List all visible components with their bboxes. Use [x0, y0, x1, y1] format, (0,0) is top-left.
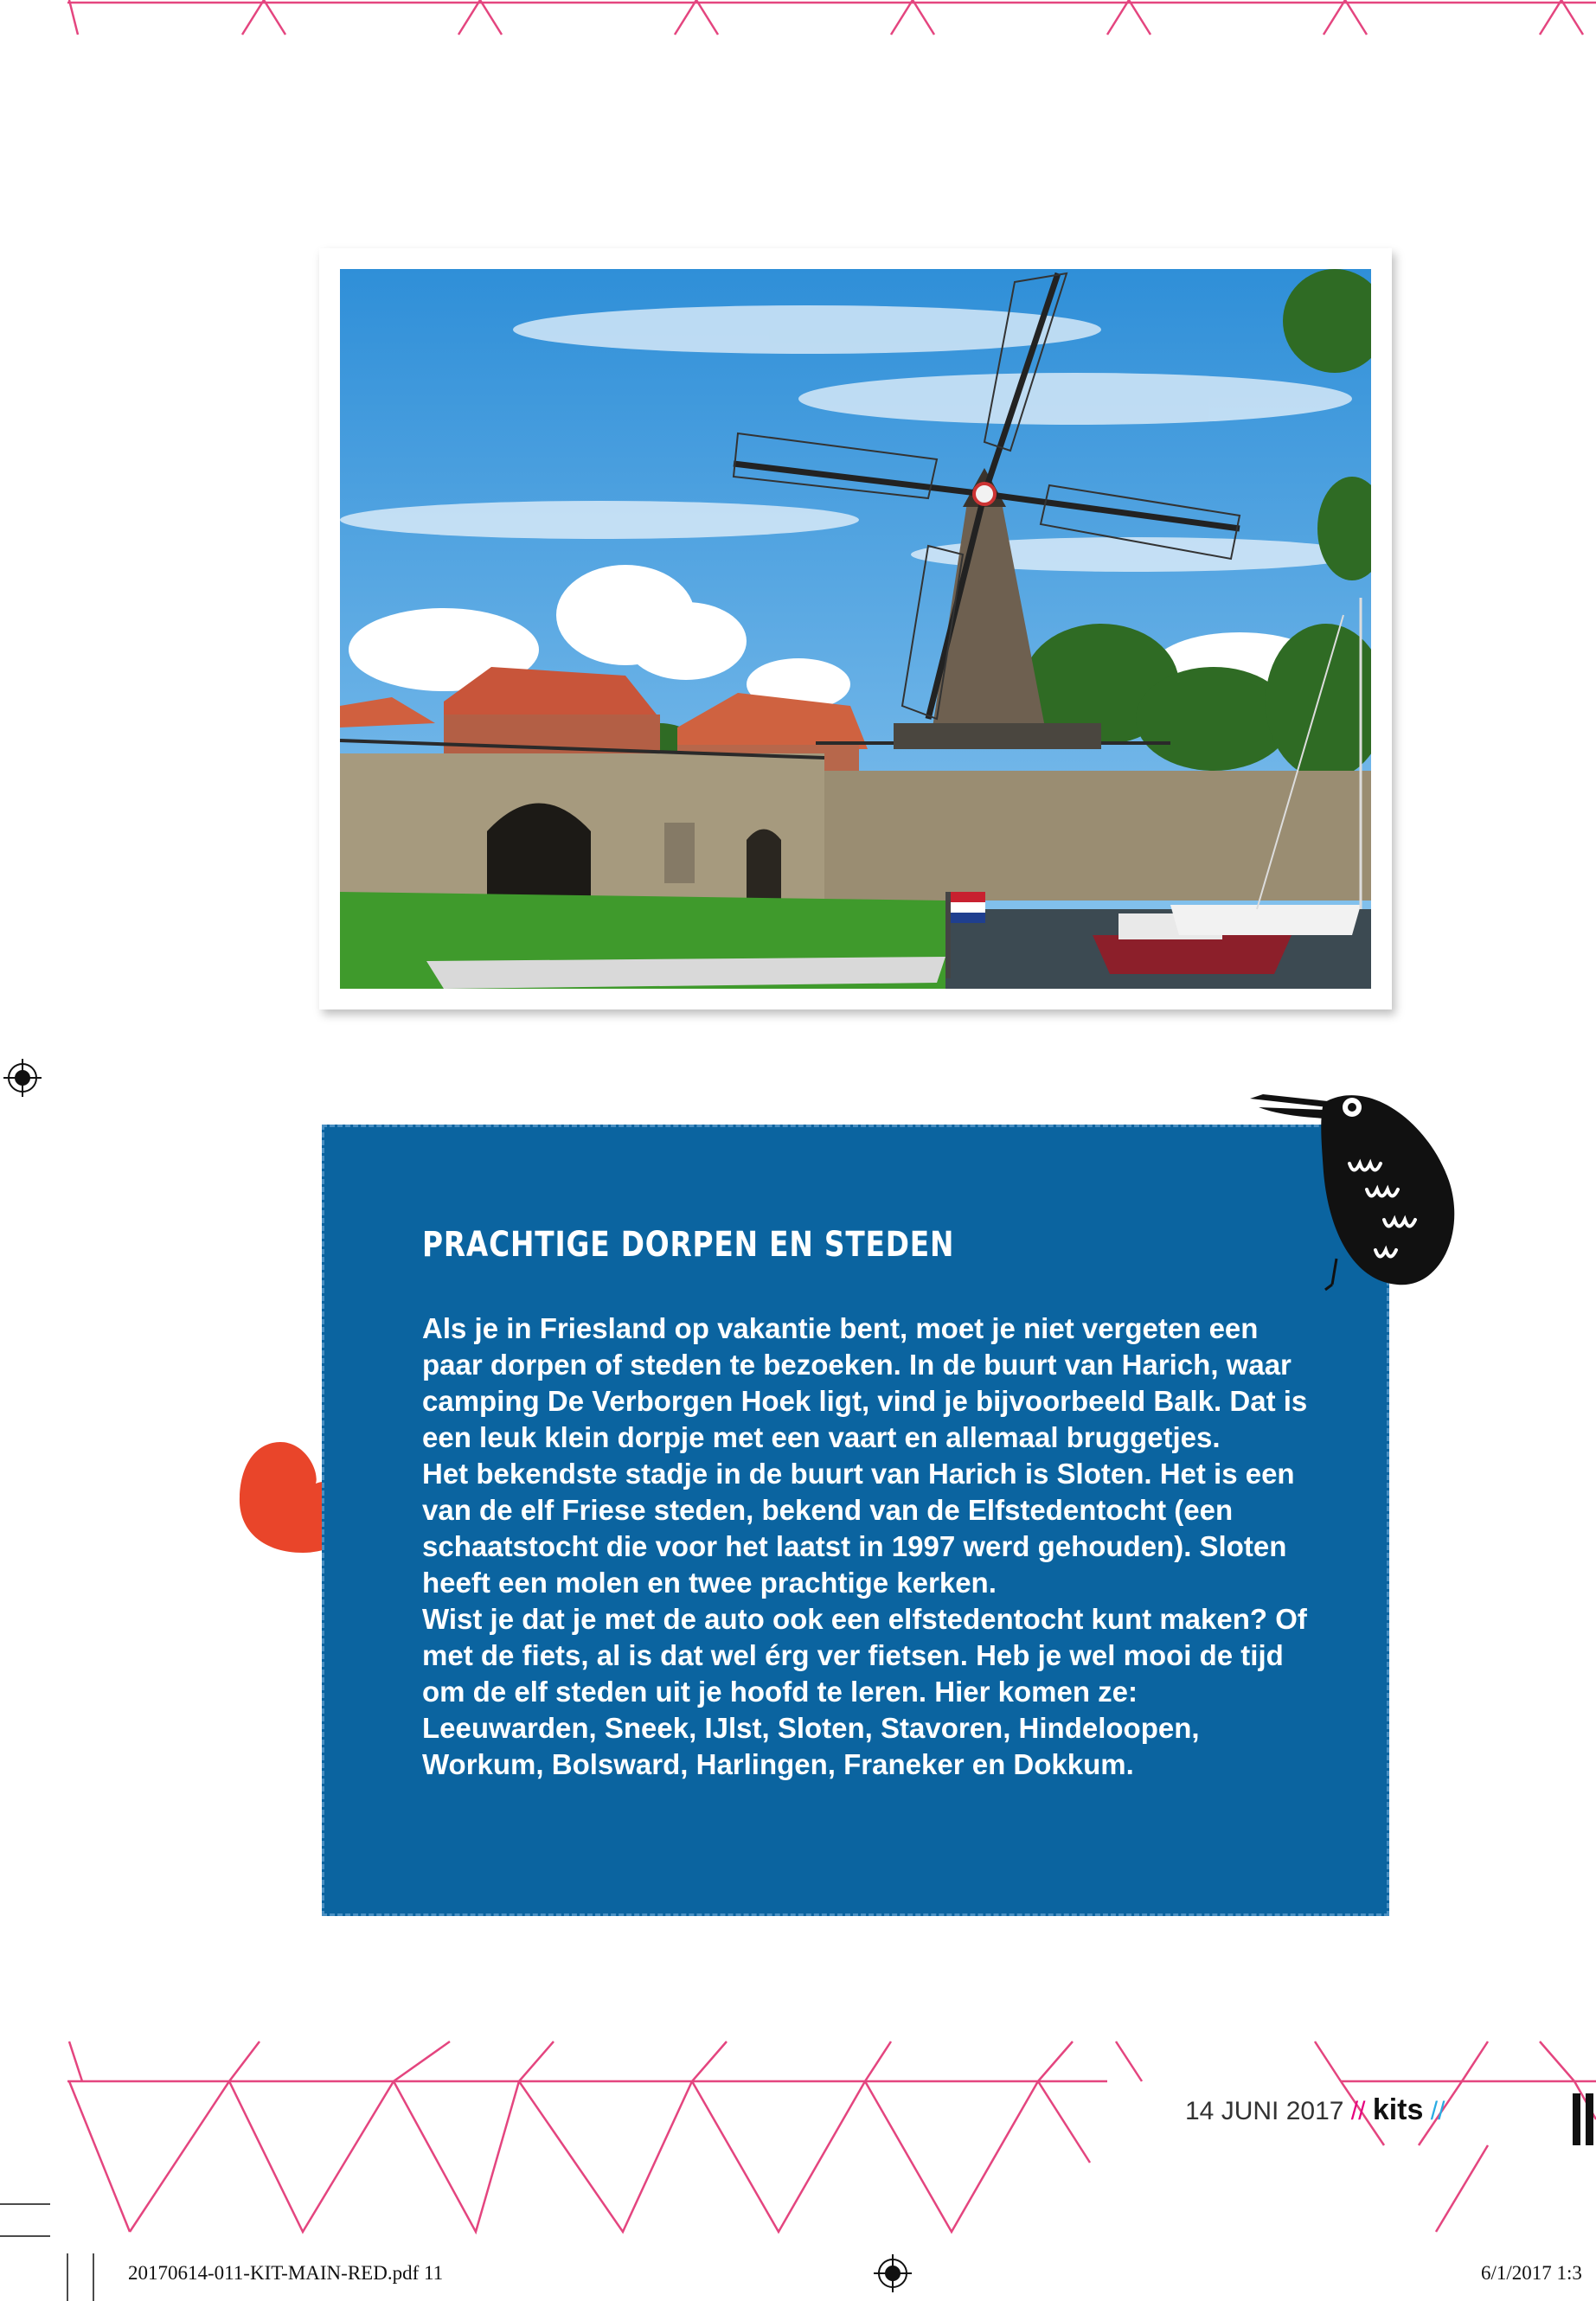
photo-frame — [319, 248, 1392, 1009]
print-date-label: 6/1/2017 1:3 — [1481, 2262, 1582, 2284]
print-file-label: 20170614-011-KIT-MAIN-RED.pdf 11 — [128, 2262, 444, 2284]
body-paragraph: Het bekendste stadje in de buurt van Harich is Sloten. Het is een van de elf Friese steden, bekend van de Elfstedentocht (een schaatstocht die voor het laatst in 1997 werd gehouden). Sloten heeft een molen en twee prachtige kerken. — [422, 1458, 1295, 1599]
page-edge-glyph — [1573, 2093, 1593, 2145]
footer-issue-line — [1185, 2093, 1445, 2127]
box-body — [422, 1311, 1313, 1783]
registration-mark-icon — [3, 1059, 42, 1097]
bird-illustration — [1246, 1068, 1471, 1293]
footer-separator-end: // — [1430, 2097, 1445, 2125]
registration-mark-icon — [874, 2254, 912, 2292]
footer-brand: kits — [1372, 2093, 1424, 2126]
box-title: PRACHTIGE DORPEN EN STEDEN — [422, 1225, 955, 1265]
body-paragraph: Als je in Friesland op vakantie bent, moet je niet vergeten een paar dorpen of steden te bezoeken. In de buurt van Harich, waar camping De Verborgen Hoek ligt, vind je bijvoorbeeld Balk. Dat is een leuk klein dorpje met een vaart en allemaal bruggetjes. — [422, 1312, 1308, 1453]
footer-date: 14 JUNI 2017 — [1185, 2097, 1344, 2125]
windmill-photo-illustration — [340, 269, 1371, 989]
info-box — [322, 1125, 1389, 1916]
windmill-photo — [340, 269, 1371, 989]
crop-marks — [0, 2204, 93, 2301]
footer-separator: // — [1350, 2097, 1366, 2125]
top-zigzag-pattern — [67, 0, 1596, 35]
bottom-zigzag-pattern — [67, 2041, 1596, 2232]
body-paragraph: Wist je dat je met de auto ook een elfstedentocht kunt maken? Of met de fiets, al is dat wel érg ver fietsen. Heb je wel mooi de tijd om de elf steden uit je hoofd te leren. Hier komen ze: Leeuwarden, Sneek, IJlst, Sloten, Stavoren, Hindeloopen, Workum, Bolsward, Harlingen, Franeker en Dokkum. — [422, 1603, 1307, 1780]
